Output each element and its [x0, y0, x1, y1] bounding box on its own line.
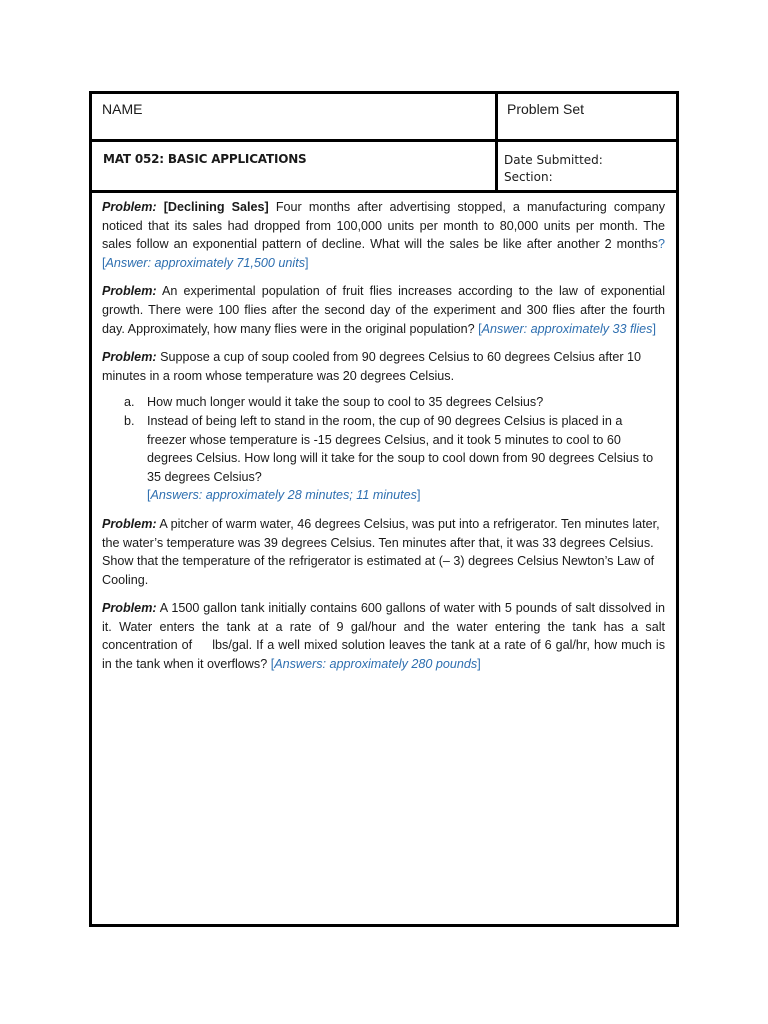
- answer-text: Answers: approximately 280 pounds: [274, 657, 478, 672]
- problem-4: [102, 515, 665, 589]
- header-divider-course: [495, 142, 498, 190]
- subpart-a: [124, 393, 665, 412]
- problem-set-label: Problem Set: [507, 101, 585, 117]
- subpart-text: How much longer would it take the soup to cool to 35 degrees Celsius?: [147, 395, 544, 410]
- problem-text: Four months after advertising stopped, a manufacturing company noticed that its sales had dropped from 100,000 units per month to 80,000 units per month. The sales follow an exponential pattern of decline. What will the sales be like after another 2 months: [102, 200, 666, 252]
- problem-text: An experimental population of fruit flies increases according to the law of exponential growth. There were 100 flies after the second day of the experiment and 300 flies after the fourth day. Approximately, how many flies were in the original population?: [102, 284, 665, 336]
- subpart-text: Instead of being left to stand in the room, the cup of 90 degrees Celsius is placed in a freezer whose temperature is -15 degrees Celsius, and it took 5 minutes to cool to 60 degrees Celsius. How long will it take for the soup to cool down from 90 degrees Celsius to 35 degrees Celsius?: [147, 413, 654, 484]
- subpart-marker: a.: [124, 395, 135, 410]
- header-divider-top: [495, 94, 498, 139]
- section-label: Section:: [504, 170, 553, 184]
- answer: [Answers: approximately 28 minutes; 11 minutes]: [147, 488, 421, 503]
- problem-text: Suppose a cup of soup cooled from 90 degrees Celsius to 60 degrees Celsius after 10 minutes in a room whose temperature was 20 degrees Celsius.: [102, 350, 642, 383]
- problem-1: [102, 198, 665, 272]
- answer: [Answers: approximately 280 pounds]: [270, 657, 481, 672]
- problem-3-subparts: [102, 393, 665, 505]
- name-field-label: NAME: [102, 101, 143, 117]
- problem-text: A 1500 gallon tank initially contains 600 gallons of water with 5 pounds of salt dissolved in it. Water enters the tank at a rate of 9 gal/hour and the water entering the tank has a salt concentration of lbs/gal. If a well mixed solution leaves the tank at a rate of 6 gal/hr, how much is in the tank when it overflows?: [102, 601, 665, 672]
- problem-lead: Problem:: [102, 601, 157, 616]
- course-title: MAT 052: BASIC APPLICATIONS: [103, 152, 307, 166]
- problem-lead: Problem:: [102, 516, 157, 531]
- problem-3: [102, 348, 665, 385]
- problems-content: [102, 198, 665, 684]
- date-submitted-label: Date Submitted:: [504, 153, 603, 167]
- problem-2: [102, 282, 665, 338]
- answer: [Answer: approximately 71,500 units]: [102, 255, 309, 270]
- answer-text: Answer: approximately 33 flies: [481, 321, 653, 336]
- problem-set-sheet: [89, 91, 679, 927]
- subpart-marker: b.: [124, 413, 135, 428]
- problem-text: A pitcher of warm water, 46 degrees Celsius, was put into a refrigerator. Ten minutes later, the water’s temperature was 39 degrees Celsius. Ten minutes after that, it was 33 degrees Celsius. Show that the temperature of the refrigerator is estimated at (– 3) degrees Celsius Newton’s Law of Cooling.: [102, 516, 660, 587]
- answer: [Answer: approximately 33 flies]: [478, 321, 656, 336]
- answer-text: Answers: approximately 28 minutes; 11 minutes: [150, 488, 417, 503]
- subpart-b: [124, 412, 665, 505]
- answer-text: Answer: approximately 71,500 units: [105, 255, 306, 270]
- problem-tag: [Declining Sales]: [163, 200, 269, 214]
- question-mark: ?: [657, 237, 665, 252]
- problem-lead: Problem:: [102, 350, 157, 365]
- problem-lead: Problem:: [102, 284, 157, 299]
- date-section-block: [504, 152, 603, 186]
- problem-5: [102, 599, 665, 673]
- problem-lead: Problem:: [102, 200, 157, 214]
- header-row-top: [92, 94, 676, 142]
